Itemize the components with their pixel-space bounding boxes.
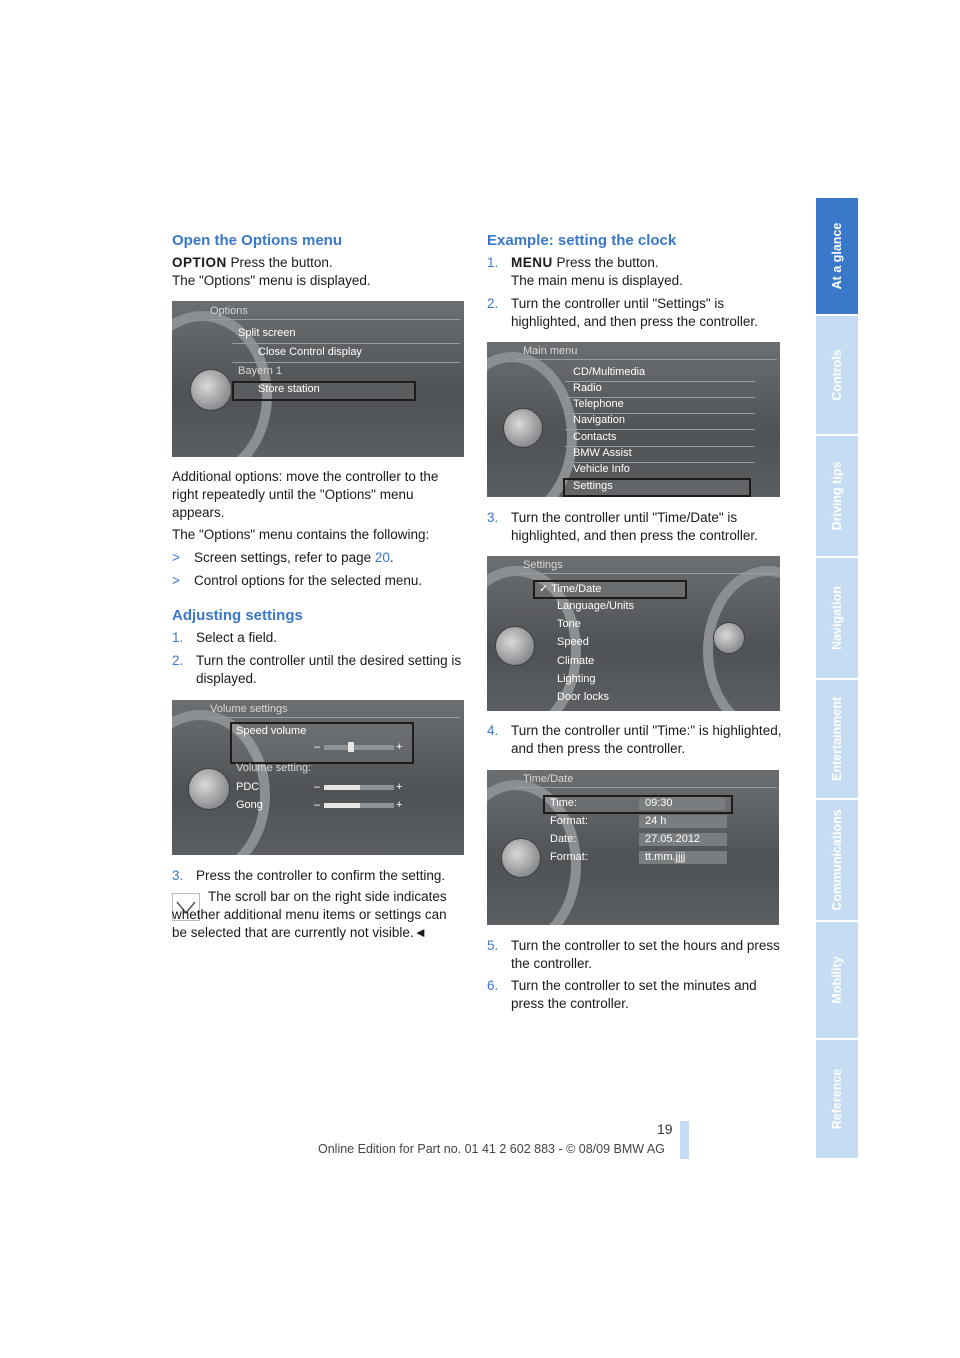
tab-label: Mobility <box>830 956 844 1004</box>
scroll-knob-icon <box>713 622 745 654</box>
page-link[interactable]: 20 <box>374 550 390 565</box>
tab-label: Driving tips <box>830 461 844 531</box>
step-number: 1. <box>172 630 184 645</box>
menu-item: Tone <box>557 618 581 630</box>
menu-item: Split screen <box>238 327 296 339</box>
tab-label: Entertainment <box>830 696 844 782</box>
tab-reference[interactable] <box>816 1040 858 1160</box>
pdc-label: PDC <box>236 781 260 793</box>
volume-screen-image: Volume settings Speed volume – + Volume setting: PDC – + Gong – + <box>172 700 464 855</box>
tab-driving-tips[interactable] <box>816 436 858 558</box>
time-label: Time: <box>550 797 578 809</box>
step-number: 3. <box>172 868 184 883</box>
controller-knob-icon <box>188 768 230 810</box>
tab-entertainment[interactable] <box>816 680 858 800</box>
time-value: 09:30 <box>645 797 673 809</box>
bullet-item: > <box>172 550 180 565</box>
step-number: 2. <box>172 653 184 668</box>
menu-item: Lighting <box>557 673 596 685</box>
date-format-label: Format: <box>550 851 588 863</box>
tab-controls[interactable] <box>816 316 858 436</box>
menu-item: Language/Units <box>557 600 635 612</box>
bullet-text: Screen settings, refer to page 20. <box>194 550 394 565</box>
tab-label: Reference <box>830 1068 844 1130</box>
bullet-text: Control options for the selected menu. <box>194 573 423 588</box>
tab-label: At a glance <box>830 222 844 290</box>
settings-screen-image <box>487 556 780 711</box>
menu-item: Contacts <box>573 431 617 443</box>
step-text: Press the controller to confirm the setting. <box>196 868 446 883</box>
controller-knob-icon <box>503 408 543 448</box>
menu-item-highlighted: Store station <box>258 383 320 395</box>
options-screen-image <box>172 301 464 457</box>
bullet-item: > <box>172 573 180 588</box>
controller-knob-icon <box>501 838 541 878</box>
tab-mobility[interactable] <box>816 922 858 1040</box>
step-text: Turn the controller to set the minutes and press the controller. <box>511 978 757 1011</box>
option-instruction <box>172 254 333 272</box>
step-text: Turn the controller to set the hours and press the controller. <box>511 938 780 971</box>
screen-title: Time/Date <box>523 773 574 785</box>
options-contains-text: The "Options" menu contains the following: <box>172 527 430 542</box>
screen-title: Options <box>210 305 248 317</box>
step-number: 3. <box>487 510 499 525</box>
menu-item: Telephone <box>573 398 624 410</box>
menu-item: Climate <box>557 655 595 667</box>
menu-item: Door locks <box>557 691 609 703</box>
step-text: Turn the controller until "Time/Date" is highlighted, and then press the controller. <box>511 510 758 543</box>
step-text: Select a field. <box>196 630 278 645</box>
screen-title: Main menu <box>523 345 578 357</box>
tab-communications[interactable] <box>816 800 858 922</box>
tab-label: Controls <box>830 349 844 401</box>
step-number: 6. <box>487 978 499 993</box>
option-displayed-text: The "Options" menu is displayed. <box>172 273 371 288</box>
step-number: 2. <box>487 296 499 311</box>
adjusting-heading: Adjusting settings <box>172 607 303 624</box>
menu-item-highlighted: ✓ Time/Date <box>539 583 602 595</box>
step-subtext: The main menu is displayed. <box>511 273 683 288</box>
step-number: 5. <box>487 938 499 953</box>
tab-label: Navigation <box>830 586 844 650</box>
section-tabs <box>816 198 858 1160</box>
step-text: Turn the controller until "Settings" is highlighted, and then press the controller. <box>511 296 758 329</box>
menu-item-highlighted: Settings <box>573 480 613 492</box>
screen-title: Volume settings <box>210 703 288 715</box>
clock-heading: Example: setting the clock <box>487 232 677 249</box>
main-menu-screen-image <box>487 342 780 497</box>
speed-volume-label: Speed volume <box>236 725 307 737</box>
tab-label: Communications <box>830 809 844 911</box>
volume-setting-label: Volume setting: <box>236 762 312 774</box>
options-heading: Open the Options menu <box>172 232 343 249</box>
additional-options-text: Additional options: move the controller to the right repeatedly until the "Options" menu appears. <box>172 469 439 520</box>
menu-item: Bayern 1 <box>238 365 283 377</box>
menu-item: Navigation <box>573 414 625 426</box>
tab-at-a-glance[interactable] <box>816 198 858 316</box>
format-label: Format: <box>550 815 588 827</box>
gong-label: Gong <box>236 799 263 811</box>
format-value: 24 h <box>645 815 667 827</box>
note-text: The scroll bar on the right side indicates whether additional menu items or settings can be selected that are currently not visible.◄ <box>172 889 447 940</box>
menu-item: Speed <box>557 636 589 648</box>
step-number: 4. <box>487 723 499 738</box>
step-text: Turn the controller until "Time:" is highlighted, and then press the controller. <box>511 723 782 756</box>
date-label: Date: <box>550 833 577 845</box>
menu-item: Vehicle Info <box>573 463 630 475</box>
edition-text: Online Edition for Part no. 01 41 2 602 883 - © 08/09 BMW AG <box>318 1142 665 1156</box>
menu-button-label: MENU <box>511 255 553 270</box>
menu-item: CD/Multimedia <box>573 366 646 378</box>
tab-navigation[interactable] <box>816 558 858 680</box>
controller-knob-icon <box>495 626 535 666</box>
controller-knob-icon <box>190 369 232 411</box>
option-button-label: OPTION <box>172 255 227 270</box>
step-number: 1. <box>487 255 499 270</box>
step-text: Turn the controller until the desired setting is displayed. <box>196 653 462 686</box>
menu-item: BMW Assist <box>573 447 632 459</box>
page-number: 19 <box>657 1121 673 1137</box>
date-format-value: tt.mm.jjjj <box>645 851 686 863</box>
screen-title: Settings <box>523 559 563 571</box>
option-press-text: Press the button. <box>230 255 333 270</box>
menu-item: Radio <box>573 382 602 394</box>
time-date-screen-image <box>487 770 779 925</box>
page-marker <box>680 1121 689 1159</box>
menu-item: Close Control display <box>258 346 362 358</box>
step-text: MENU Press the button. <box>511 255 659 270</box>
date-value: 27.05.2012 <box>645 833 701 845</box>
